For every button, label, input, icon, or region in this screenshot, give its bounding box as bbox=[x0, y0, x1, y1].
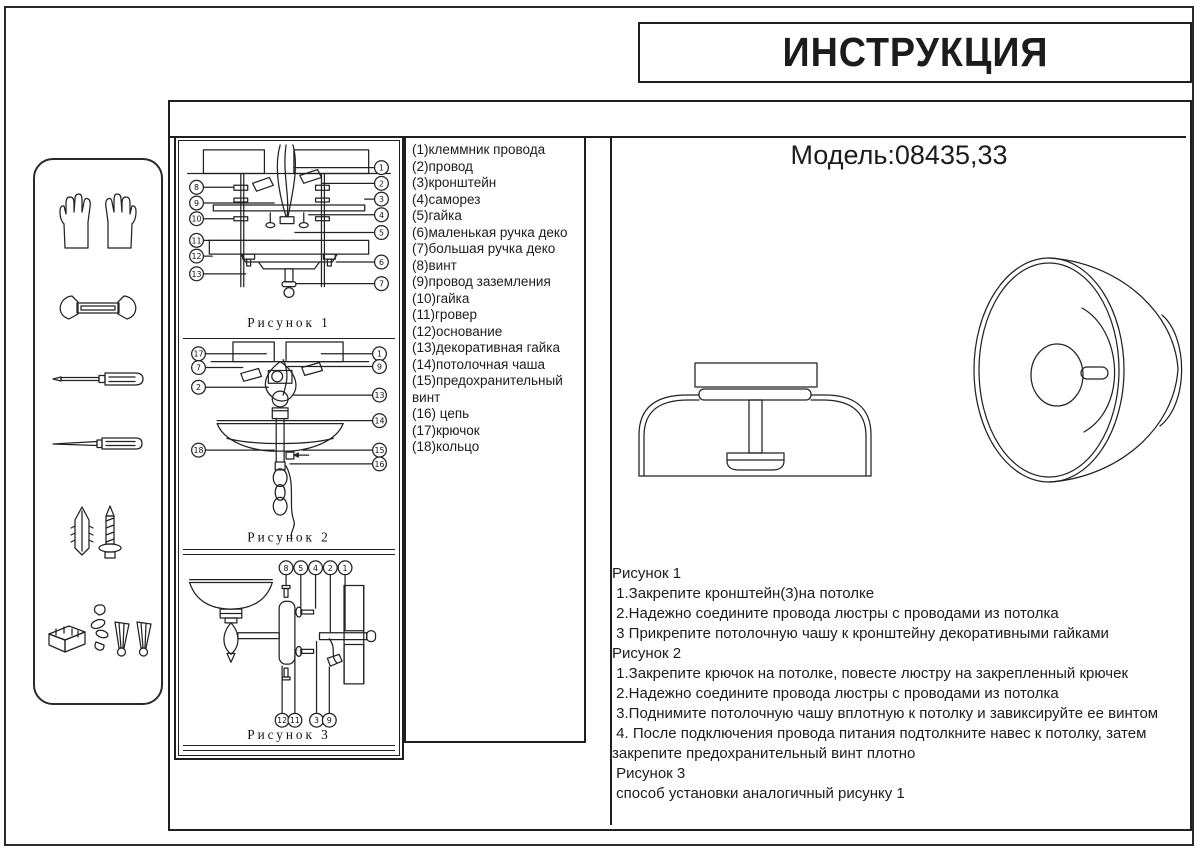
callout-badge bbox=[288, 714, 302, 728]
model-title: Модель:08435,33 bbox=[790, 140, 1008, 170]
part-list-item: (18)кольцо bbox=[412, 439, 480, 454]
figure-2-diagram bbox=[182, 340, 396, 549]
figure-separator bbox=[183, 745, 395, 751]
svg-text:2: 2 bbox=[327, 563, 333, 573]
svg-text:3: 3 bbox=[378, 195, 384, 205]
instruction-line: способ установки аналогичный рисунку 1 bbox=[612, 785, 905, 802]
svg-text:9: 9 bbox=[376, 362, 382, 372]
callout-badge bbox=[373, 347, 387, 361]
svg-text:11: 11 bbox=[191, 236, 202, 246]
tools-sidebar bbox=[33, 158, 163, 705]
callout-badge bbox=[375, 192, 389, 206]
part-list-item: (1)клеммник провода bbox=[412, 142, 546, 157]
callout-badge bbox=[373, 457, 387, 471]
callout-badge bbox=[190, 212, 204, 226]
instruction-line: 2.Надежно соедините провода люстры с проводами из потолка bbox=[612, 685, 1059, 702]
figure-3-diagram bbox=[182, 556, 396, 743]
parts-list-panel bbox=[404, 136, 586, 743]
figures-panel-inner bbox=[178, 140, 400, 756]
part-list-item: (2)провод bbox=[412, 158, 473, 174]
svg-text:12: 12 bbox=[277, 716, 288, 726]
svg-text:8: 8 bbox=[283, 563, 289, 573]
svg-text:16: 16 bbox=[374, 459, 385, 469]
svg-text:3: 3 bbox=[314, 716, 320, 726]
figure-2-caption: Рисунок 2 bbox=[247, 529, 331, 545]
instruction-line: Рисунок 1 bbox=[612, 565, 682, 582]
instruction-line: 1.Закрепите крючок на потолке, повесте люстру на закрепленный крючек bbox=[612, 665, 1129, 682]
gloves-icon bbox=[55, 190, 141, 252]
screwdriver-icon bbox=[51, 368, 145, 390]
part-list-item: (11)гровер bbox=[412, 307, 477, 322]
part-list-item: (13)декоративная гайка bbox=[412, 340, 560, 355]
svg-text:11: 11 bbox=[289, 716, 300, 726]
assembly-instructions bbox=[612, 564, 1186, 804]
callout-badge bbox=[190, 267, 204, 281]
part-list-item: (7)большая ручка деко bbox=[412, 241, 556, 256]
instruction-line: закрепите предохранительный винт плотно bbox=[612, 745, 916, 762]
anchor-and-screw-icon bbox=[69, 504, 127, 564]
callout-badge bbox=[338, 561, 352, 575]
callout-badge bbox=[275, 714, 289, 728]
lamp-perspective-view bbox=[945, 235, 1190, 500]
part-list-item: (4)саморез bbox=[412, 191, 481, 207]
callout-badge bbox=[192, 443, 206, 457]
wrench-icon bbox=[55, 294, 141, 322]
part-list-item: (8)винт bbox=[412, 257, 457, 273]
part-list-item: (14)потолочная чаша bbox=[412, 356, 545, 372]
svg-text:7: 7 bbox=[196, 363, 202, 373]
main-content-box bbox=[168, 100, 1192, 831]
svg-text:12: 12 bbox=[191, 252, 202, 262]
svg-text:6: 6 bbox=[378, 257, 384, 267]
instruction-line: 4. После подключения провода питания подтолкните навес к потолку, затем bbox=[612, 725, 1147, 742]
callout-badge bbox=[322, 714, 336, 728]
callout-badge bbox=[375, 161, 389, 175]
svg-text:5: 5 bbox=[298, 563, 304, 573]
callout-badge bbox=[323, 561, 337, 575]
title-box bbox=[638, 22, 1192, 83]
callout-badge bbox=[375, 226, 389, 240]
callout-badge bbox=[310, 714, 324, 728]
instruction-line: 1.Закрепите кронштейн(3)на потолке bbox=[612, 585, 875, 602]
instruction-line: 3 Прикрепите потолочную чашу к кронштейну декоративными гайками bbox=[612, 625, 1109, 642]
callout-badge bbox=[279, 561, 293, 575]
svg-text:1: 1 bbox=[342, 563, 348, 573]
svg-text:2: 2 bbox=[196, 382, 202, 392]
figures-panel bbox=[174, 136, 404, 760]
svg-text:9: 9 bbox=[194, 198, 200, 208]
part-list-item: (6)маленькая ручка деко bbox=[412, 224, 568, 240]
figure-separator bbox=[183, 338, 395, 339]
svg-text:1: 1 bbox=[376, 349, 382, 359]
callout-badge bbox=[375, 176, 389, 190]
callout-badge bbox=[375, 255, 389, 269]
page-title: ИНСТРУКЦИЯ bbox=[782, 29, 1048, 75]
instruction-line: 2.Надежно соедините провода люстры с проводами из потолка bbox=[612, 605, 1059, 622]
callout-badge bbox=[294, 561, 308, 575]
callout-badge bbox=[375, 277, 389, 291]
callout-badge bbox=[373, 359, 387, 373]
part-list-item: (5)гайка bbox=[412, 208, 462, 223]
svg-text:15: 15 bbox=[374, 445, 385, 455]
svg-text:17: 17 bbox=[193, 349, 204, 359]
part-list-item: (3)кронштейн bbox=[412, 175, 497, 190]
callout-badge bbox=[190, 233, 204, 247]
svg-text:18: 18 bbox=[193, 445, 204, 455]
svg-text:4: 4 bbox=[313, 563, 319, 573]
callout-badge bbox=[373, 443, 387, 457]
callout-badge bbox=[373, 388, 387, 402]
callout-badge bbox=[190, 180, 204, 194]
svg-text:8: 8 bbox=[194, 183, 200, 193]
callout-badge bbox=[373, 414, 387, 428]
awl-icon bbox=[51, 434, 145, 452]
svg-text:9: 9 bbox=[326, 716, 332, 726]
svg-text:14: 14 bbox=[374, 416, 385, 426]
part-list-item: (17)крючок bbox=[412, 422, 480, 438]
callout-badge bbox=[192, 360, 206, 374]
callout-badge bbox=[309, 561, 323, 575]
svg-text:4: 4 bbox=[378, 210, 384, 220]
lamp-front-view bbox=[635, 355, 875, 485]
callout-badge bbox=[375, 208, 389, 222]
svg-text:2: 2 bbox=[378, 179, 384, 189]
callout-badge bbox=[190, 249, 204, 263]
figure-3-caption: Рисунок 3 bbox=[247, 727, 331, 743]
part-list-item: (12)основание bbox=[412, 323, 503, 339]
figure-separator bbox=[183, 549, 395, 555]
instruction-line: Рисунок 2 bbox=[612, 645, 682, 662]
svg-text:7: 7 bbox=[378, 279, 384, 289]
instruction-line: Рисунок 3 bbox=[612, 765, 686, 782]
callout-badge bbox=[190, 196, 204, 210]
svg-text:13: 13 bbox=[191, 269, 202, 279]
terminal-and-anchors-icon bbox=[43, 600, 155, 666]
svg-text:5: 5 bbox=[378, 228, 384, 238]
callout-badge bbox=[192, 347, 206, 361]
svg-text:10: 10 bbox=[191, 214, 202, 224]
callout-badge bbox=[192, 380, 206, 394]
instruction-line: 3.Поднимите потолочную чашу вплотную к потолку и завиксируйте ее винтом bbox=[612, 705, 1159, 722]
part-list-item: (15)предохранительный винт bbox=[412, 373, 563, 405]
part-list-item: (10)гайка bbox=[412, 290, 470, 306]
figure-1-caption: Рисунок 1 bbox=[247, 314, 331, 330]
svg-text:1: 1 bbox=[378, 163, 384, 173]
figure-1-diagram bbox=[182, 144, 396, 337]
svg-text:13: 13 bbox=[374, 390, 385, 400]
part-list-item: (9)провод заземления bbox=[412, 274, 551, 289]
part-list-item: (16) цепь bbox=[412, 406, 470, 421]
